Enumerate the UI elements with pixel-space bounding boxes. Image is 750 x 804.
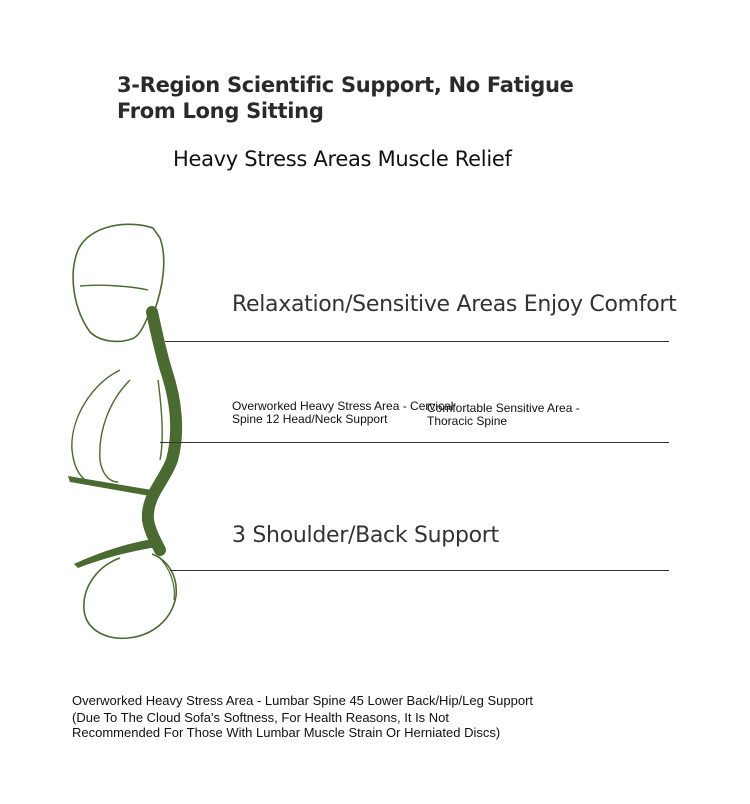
seated-figure-illustration	[60, 220, 195, 650]
footer-block	[72, 693, 582, 740]
divider-1	[165, 341, 669, 342]
health-note: (Due To The Cloud Sofa's Softness, For Health Reasons, It Is Not Recommended For Those With Lumbar Muscle Strain Or Herniated Discs)	[72, 710, 501, 740]
head-ear-line	[80, 285, 148, 290]
torso-front-outline	[158, 380, 162, 460]
shoulder-heading: 3 Shoulder/Back Support	[232, 523, 499, 548]
page-title: 3-Region Scientific Support, No Fatigue From Long Sitting	[117, 73, 574, 123]
cervical-label: Overworked Heavy Stress Area - Cervical Spine 12 Head/Neck Support	[232, 399, 454, 426]
torso-outline	[72, 370, 130, 482]
divider-3	[170, 570, 669, 571]
thoracic-label: Comfortable Sensitive Area - Thoracic Spine	[427, 401, 580, 428]
hip-outline	[84, 554, 176, 638]
divider-2	[160, 442, 669, 443]
relaxation-heading: Relaxation/Sensitive Areas Enjoy Comfort	[232, 292, 677, 317]
page-subtitle: Heavy Stress Areas Muscle Relief	[173, 147, 512, 171]
lumbar-label: Overworked Heavy Stress Area - Lumbar Spine 45 Lower Back/Hip/Leg Support	[72, 693, 534, 708]
